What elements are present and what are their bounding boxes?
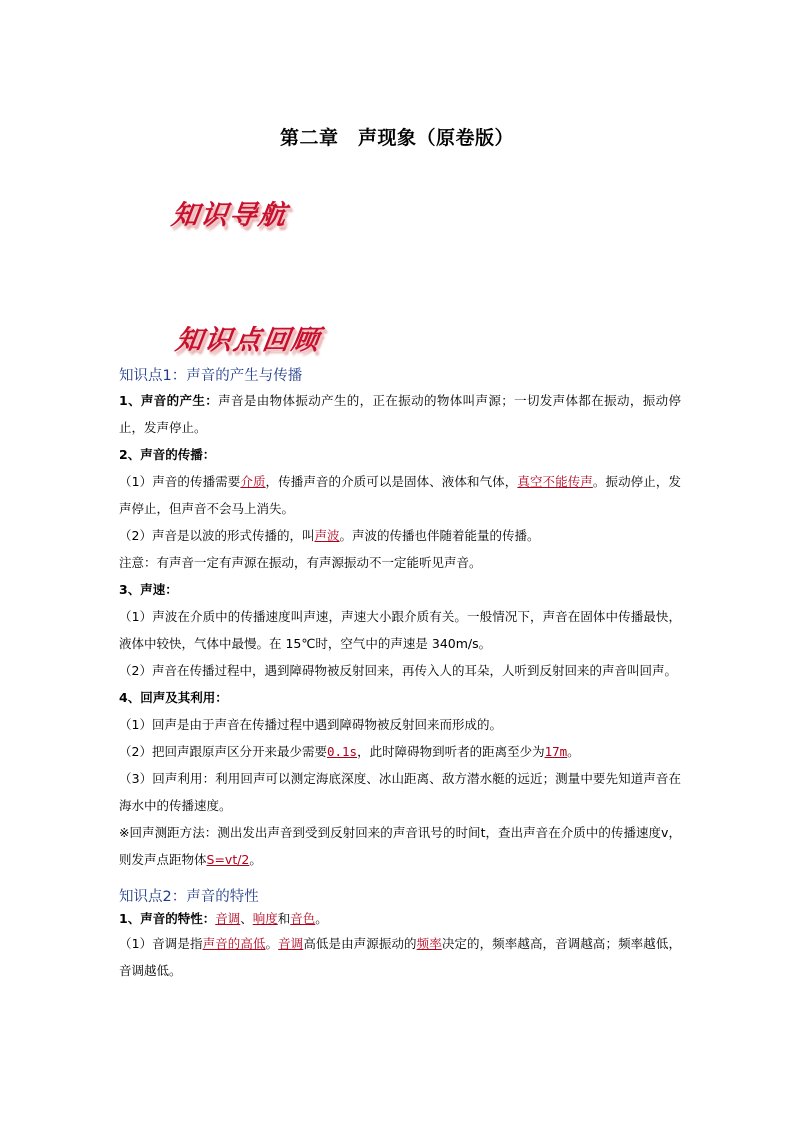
echo-point-3: （3）回声利用：利用回声可以测定海底深度、冰山距离、敌方潜水艇的远近；测量中要先知道声音在海水中的传播速度。: [119, 771, 681, 813]
sound-production-paragraph: 1、声音的产生：声音是由物体振动产生的，正在振动的物体叫声源；一切发声体都在振动，振动停止，发声停止。: [119, 393, 681, 435]
knowledge-navigation-banner: 知识导航: [169, 200, 290, 231]
section-1-heading: 知识点1：声音的产生与传播: [119, 368, 303, 384]
sound-speed-heading: 3、声速：: [119, 582, 178, 597]
document-body: [119, 365, 681, 984]
sound-propagation-heading: 2、声音的传播：: [119, 447, 216, 462]
echo-point-2: （2）把回声跟原声区分开来最少需要0.1s，此时障碍物到听者的距离至少为17m。: [119, 744, 580, 759]
page-title: 第二章 声现象（原卷版）: [279, 127, 514, 149]
echo-point-1: （1）回声是由于声音在传播过程中遇到障碍物被反射回来而形成的。: [119, 717, 502, 732]
knowledge-review-banner: 知识点回顾: [173, 325, 323, 356]
sound-speed-point-2: （2）声音在传播过程中，遇到障碍物被反射回来，再传入人的耳朵，人听到反射回来的声音叫回声。: [119, 663, 677, 678]
propagation-note: 注意：有声音一定有声源在振动，有声源振动不一定能听见声音。: [119, 555, 482, 570]
sound-characteristics-paragraph: 1、声音的特性：音调、响度和音色。: [119, 911, 328, 926]
propagation-point-2: （2）声音是以波的形式传播的，叫声波。声波的传播也伴随着能量的传播。: [119, 528, 540, 543]
echo-heading: 4、回声及其利用：: [119, 690, 228, 705]
echo-ranging-note: ※回声测距方法：测出发出声音到受到反射回来的声音讯号的时间t，查出声音在介质中的传播速度v，则发声点距物体S=vt/2。: [119, 825, 681, 867]
section-2-heading: 知识点2：声音的特性: [119, 889, 259, 905]
sound-speed-point-1: （1）声波在介质中的传播速度叫声速，声速大小跟介质有关。一般情况下，声音在固体中传播最快，液体中较快，气体中最慢。在 15℃时，空气中的声速是 340m/s。: [119, 609, 681, 651]
pitch-point-1: （1）音调是指声音的高低。音调高低是由声源振动的频率决定的，频率越高，音调越高；频率越低，音调越低。: [119, 936, 681, 978]
propagation-point-1: （1）声音的传播需要介质，传播声音的介质可以是固体、液体和气体，真空不能传声。振动停止，发声停止，但声音不会马上消失。: [119, 474, 681, 516]
